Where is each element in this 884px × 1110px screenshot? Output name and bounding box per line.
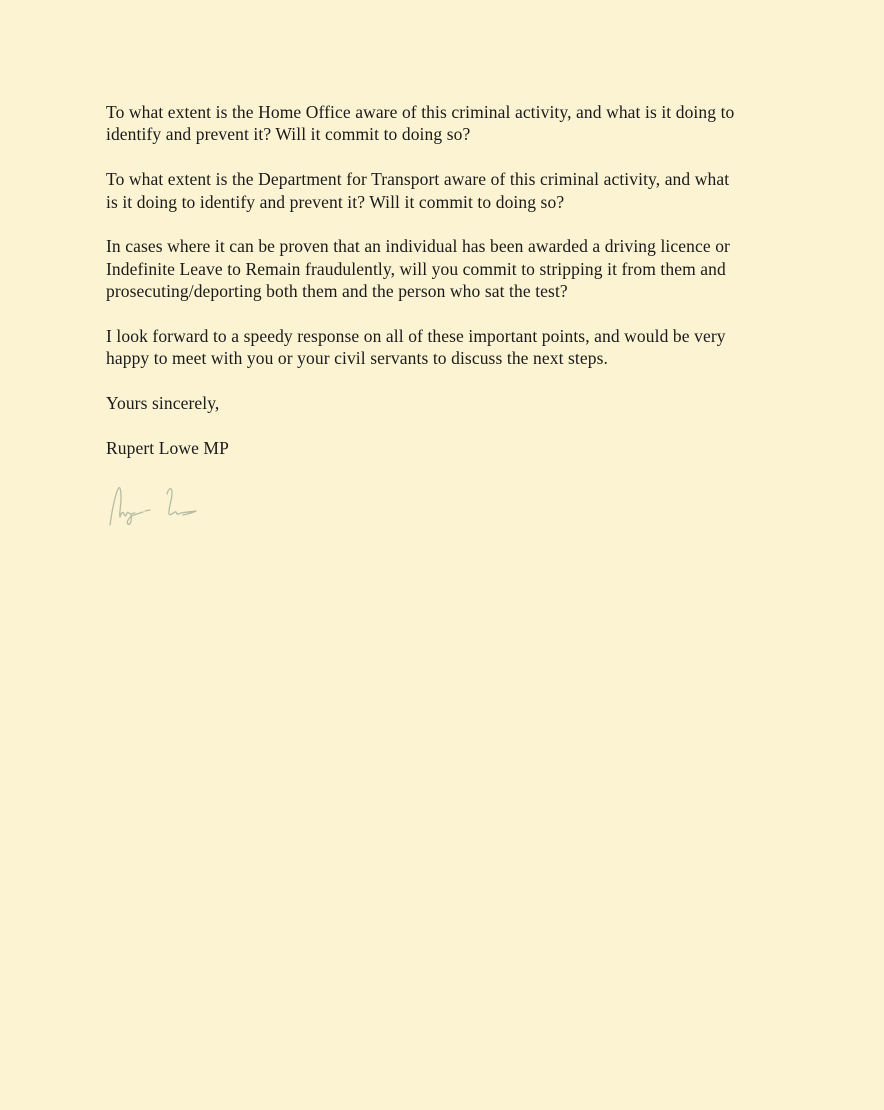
letter-line: identify and prevent it? Will it commit to doing so? bbox=[106, 124, 471, 145]
letter-body bbox=[106, 101, 784, 459]
letter-paragraph bbox=[106, 392, 784, 414]
letter-line: prosecuting/deporting both them and the person who sat the test? bbox=[106, 281, 568, 302]
letter-line: Indefinite Leave to Remain fraudulently, will you commit to stripping it from them and bbox=[106, 258, 726, 279]
letter-paragraph bbox=[106, 437, 784, 459]
signature-ink bbox=[107, 482, 199, 530]
letter-line: I look forward to a speedy response on all of these important points, and would be very bbox=[106, 326, 726, 347]
letter-line: Rupert Lowe MP bbox=[106, 438, 229, 459]
letter-paragraph bbox=[106, 325, 784, 370]
letter-line: happy to meet with you or your civil servants to discuss the next steps. bbox=[106, 348, 608, 369]
signature-strokes bbox=[110, 487, 196, 524]
letter-line: To what extent is the Home Office aware of this criminal activity, and what is it doing to bbox=[106, 102, 735, 122]
letter-paragraph bbox=[106, 168, 784, 213]
letter-line: Yours sincerely, bbox=[106, 393, 220, 414]
signature bbox=[107, 482, 784, 530]
letter-paragraph bbox=[106, 235, 784, 302]
letter-line: To what extent is the Department for Transport aware of this criminal activity, and what bbox=[106, 169, 730, 190]
letter-paragraph bbox=[106, 101, 784, 146]
letter-line: is it doing to identify and prevent it? Will it commit to doing so? bbox=[106, 191, 565, 212]
letter-line: In cases where it can be proven that an individual has been awarded a driving licence or bbox=[106, 236, 730, 257]
